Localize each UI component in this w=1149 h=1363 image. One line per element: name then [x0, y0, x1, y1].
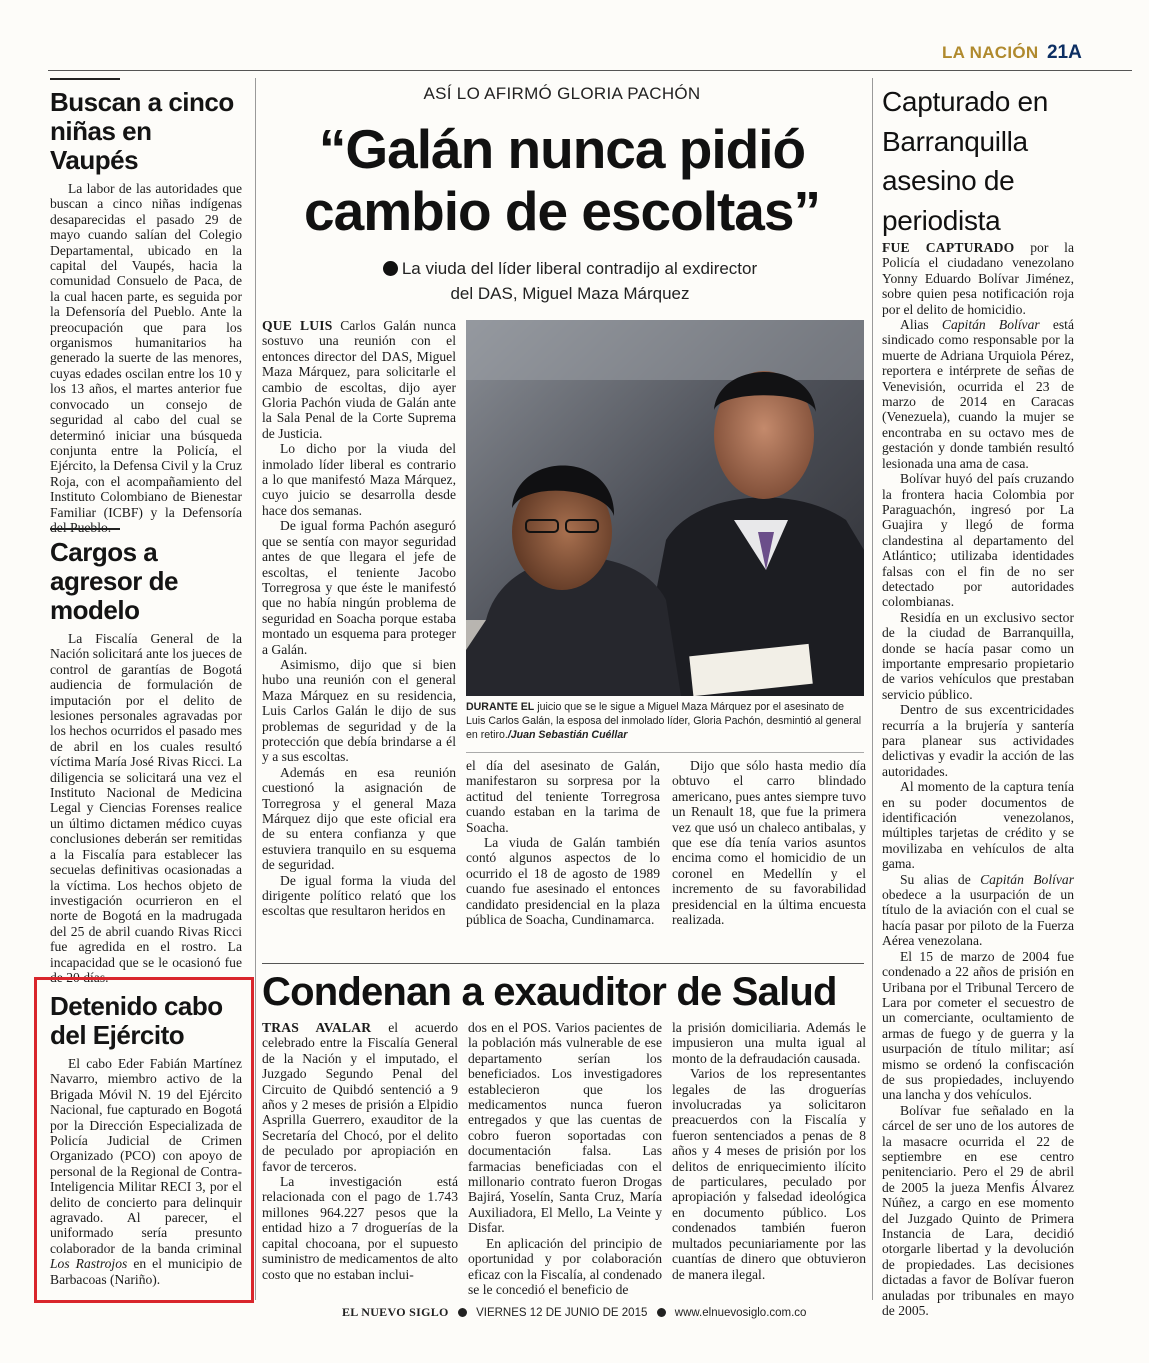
lead-in: FUE CAPTURADO [882, 240, 1015, 255]
lead-in: TRAS AVALAR [262, 1020, 372, 1035]
page-number: 21A [1046, 42, 1082, 63]
salud-paragraph: Varios de los representantes legales de las droguerías involucradas ya solicitaron preacuerdos con la Fiscalía y fueron sentenciados a penas de 8 años y 4 meses de prisión por los delitos de enriquecimiento ilícito de particulares, peculado por apropiación y falsedad ideológica en documento público. Los condenados también fueron multados pecuniariamente por las cuantías de dinero que obtuvieron de manera ilegal. [672, 1066, 866, 1282]
right-paragraph [882, 872, 1074, 949]
main-paragraph: La viuda de Galán también contó algunos aspectos de lo ocurrido el 18 de agosto de 1989 cuando fue asesinado el entonces candidato presidencial en la plaza pública de Soacha, Cundinamarca. [466, 835, 660, 928]
right-paragraph [882, 240, 1074, 317]
main-paragraph [262, 318, 456, 441]
brief-paragraph: La Fiscalía General de la Nación solicitará ante los jueces de control de garantías de Bogotá audiencia de formulación de imputación por el delito de lesiones personales agravadas por los hechos ocurridos el pasado mes de abril en los cuales resultó víctima María José Rivas Ricci. La diligencia se solicitará una vez el Instituto Nacional de Medicina Legal y Ciencias Forenses realice un último dictamen médico cuyas conclusiones deberán ser remitidas a la Fiscalía para establecer las secuelas definitivas ocasionadas a la víctima. Los hechos objeto de investigación ocurrieron en el norte de Bogotá en la madrugada del 25 de abril cuando Rivas Ricci fue agredida en el rostro. La incapacidad que se le ocasionó fue de 20 días. [50, 631, 242, 985]
brief-paragraph [50, 1056, 242, 1287]
section-rule [262, 963, 864, 964]
brief-text: El cabo Eder Fabián Martínez Navarro, miembro activo de la Brigada Móvil N. 19 del Ejército Nacional, fue capturado en Bogotá por la Dirección Especializada de Policía Judicial de Crimen Organizado (PCO) con apoyo de personal de la Regional de Contra-Inteligencia Militar RECI 3, por el delito de concierto para delinquir agravado. Al parecer, el uniformado sería presunto colaborador de la banda criminal [50, 1056, 242, 1256]
news-photo [466, 320, 864, 696]
lead-in: QUE LUIS [262, 318, 333, 333]
website-link[interactable]: www.elnuevosiglo.com.co [674, 1307, 807, 1319]
column-rule [872, 78, 873, 1300]
deck [370, 256, 770, 306]
salud-paragraph [262, 1020, 458, 1174]
header-rule [48, 70, 1132, 71]
main-paragraph: De igual forma Pachón aseguró que se sentía con mayor seguridad antes de que llegara el jefe de escoltas, el teniente Jacobo Torregrosa y que éste le manifestó que no había ningún problema de seguridad en Soacha porque estaba montado un esquema para proteger a Galán. [262, 518, 456, 657]
main-column-2 [466, 758, 660, 927]
salud-paragraph: dos en el POS. Varios pacientes de la población más vulnerable de ese departamento serían los beneficiados. Los investigadores establecieron que los medicamentos nunca fueron entregados y que las cuentas de cobro fueron soportadas con documentación falsa. Las farmacias beneficiadas con el millonario contrato fueron Drogas Bajirá, Yoselín, Santa Cruz, María Auxiliadora, El Mello, La Veinte y Disfar. [468, 1020, 662, 1236]
paragraph-text: está sindicado como responsable por la muerte de Adriana Urquiola Pérez, reportera e intérprete de señas de Venevisión, ocurrida el 23 de marzo de 2014 en Caracas (Venezuela), cuando la mujer se encontraba en su octavo mes de gestación y donde también resultó lesionada una ama de casa. [882, 317, 1074, 471]
caption-text: juicio que se le sigue a Miguel Maza Márquez por el asesinato de Luis Carlos Galán, la esposa del inmolado líder, Gloria Pachón, desmintió al general en retiro. [466, 701, 862, 741]
main-headline: “Galán nunca pidió cambio de escoltas” [304, 118, 820, 242]
right-paragraph: Bolívar fue señalado en la cárcel de ser uno de los autores de la masacre ocurrida el 22 de septiembre en ese centro penitenciario. Pero el 29 de abril de 2005 la jueza Menfis Álvarez Núñez, a cargo en ese momento del Juzgado Quinto de Primera Instancia de Lara, decidió otorgarle libertad y la devolución de propiedades. Las decisiones dictadas a favor de Bolívar fueron anuladas por tribunales en mayo de 2005. [882, 1102, 1074, 1319]
bullet-icon [657, 1308, 666, 1317]
main-paragraph: Dijo que sólo hasta medio día obtuvo el carro blindado americano, pues antes siempre tuvo un Renault 18, que fue la primera vez que usó un chaleco antibalas, y que ese día tenía varios asuntos encima como el homicidio de un coronel en Medellín y el incremento de su favorabilidad presidencial en la última encuesta realizada. [672, 758, 866, 928]
brief-agresor [50, 528, 242, 985]
salud-paragraph: En aplicación del principio de oportunidad y por colaboración eficaz con la Fiscalía, al condenado se le concedió el beneficio de [468, 1235, 662, 1297]
right-paragraph: Dentro de sus excentricidades recurría a la brujería y santería para planear sus actividades delictivas y evadir la acción de las autoridades. [882, 702, 1074, 779]
right-paragraph: Residía en un exclusivo sector de la ciudad de Barranquilla, donde se hacía pasar como un importante empresario propietario de varios vehículos que prestaban servicio público. [882, 609, 1074, 702]
main-paragraph: Asimismo, dijo que si bien hubo una reunión con el general Maza Márquez en su residencia, Luis Carlos Galán le dijo de sus problemas de seguridad y de la protección que debía brindarse a él y a sus escoltas. [262, 656, 456, 765]
brief-title: Buscan a cinco niñas en Vaupés [50, 87, 234, 175]
brief-paragraph: La labor de las autoridades que buscan a cinco niñas indígenas desaparecidas el pasado 29 de mayo cuando salían del Colegio Departamental, ubicado en la capital del Vaupés, hacia la comunidad Consuelo de Paca, de la cual hacen parte, es seguida por la Defensoría del Pueblo. Ante la preocupación que para los organismos humanitarios ha generado la suerte de las menores, cuyas edades oscilan entre los 10 y los 13 años, el martes anterior fue convocado un consejo de seguridad al cabo del cual se determinó iniciar una búsqueda conjunta entre la Policía, el Ejército, la Defensa Civil y la Cruz Roja, con el acompañamiento del Instituto Colombiano de Bienestar Familiar (ICBF) y la Defensoría del Pueblo. [50, 181, 242, 535]
photo-illustration [466, 320, 864, 696]
bullet-icon [458, 1308, 467, 1317]
newspaper-name: EL NUEVO SIGLO [342, 1305, 449, 1319]
photo-caption [466, 700, 864, 742]
brief-body [50, 1056, 242, 1287]
right-paragraph [882, 317, 1074, 471]
right-paragraph: Bolívar huyó del país cruzando la frontera hacia Colombia por Paraguachón, ingresó por La Guajira y llegó de forma clandestina al departamento del Atlántico; utilizaba identidades falsas con el fin de no ser detectado por autoridades colombianas. [882, 471, 1074, 610]
main-column-3 [672, 758, 866, 927]
brief-title: Detenido cabo del Ejército [50, 991, 223, 1050]
kicker: ASÍ LO AFIRMÓ GLORIA PACHÓN [423, 84, 701, 103]
brief-body [50, 631, 242, 985]
main-paragraph: el día del asesinato de Galán, manifestaron su sorpresa por la actitud del teniente Torregrosa cuando estaban en la tarima de Soacha. [466, 758, 660, 835]
photo-credit: /Juan Sebastián Cuéllar [507, 729, 628, 741]
caption-rule [466, 752, 864, 753]
salud-column-3 [672, 1020, 866, 1282]
salud-paragraph: La investigación está relacionada con el pago de 1.743 millones 964.227 pesos que la entidad hizo a 7 droguerías de la capital chocoana, por el supuesto suministro de medicamentos de alto costo que no estaban inclui- [262, 1174, 458, 1282]
salud-headline: Condenan a exauditor de Salud [262, 970, 837, 1014]
salud-paragraph: la prisión domiciliaria. Además le impusieron una multa igual al monto de la defraudación causada. [672, 1020, 866, 1066]
paragraph-text: Carlos Galán nunca sostuvo una reunión con el entonces director del DAS, Miguel Maza Márquez, para solicitarle el cambio de escoltas, dijo ayer Gloria Pachón viuda de Galán ante la Sala Penal de la Corte Suprema de Justicia. [262, 318, 456, 441]
brief-cabo [50, 992, 242, 1287]
alias-name: Capitán Bolívar [980, 871, 1075, 887]
main-column-1 [262, 318, 456, 919]
issue-date: VIERNES 12 DE JUNIO DE 2015 [476, 1307, 648, 1319]
alias-name: Capitán Bolívar [941, 317, 1040, 333]
salud-column-2 [468, 1020, 662, 1297]
brief-rule [50, 78, 120, 80]
paragraph-text: obedece a la usurpación de un título de la aviación con el cual se hacía pasar por piloto de la Fuerza Aérea venezolana. [882, 887, 1074, 949]
section-name: LA NACIÓN [942, 43, 1039, 62]
main-paragraph: De igual forma la viuda del dirigente político relató que los escoltas que resultaron heridos en [262, 872, 456, 919]
paragraph-text: por la Policía el ciudadano venezolano Yonny Eduardo Bolívar Jiménez, sobre quien pesa notificación roja por el delito de homicidio. [882, 240, 1074, 317]
column-rule [255, 78, 256, 1300]
caption-lead: DURANTE EL [466, 701, 535, 713]
brief-title: Cargos a agresor de modelo [50, 537, 178, 625]
salud-column-1 [262, 1020, 458, 1282]
right-headline: Capturado en Barranquilla asesino de periodista [882, 86, 1049, 236]
main-paragraph: Además en esa reunión cuestionó la asignación de Torregrosa y el general Maza Márquez dijo que este oficial era de su entera confianza y que estuviera tranquilo en su esquema de seguridad. [262, 764, 456, 873]
brief-body [50, 181, 242, 535]
page-header [942, 42, 1132, 68]
right-paragraph: Al momento de la captura tenía en su poder documentos de identificación venezolanos, múltiples tarjetas de crédito y se movilizaba en vehículos de alta gama. [882, 779, 1074, 872]
deck-text: La viuda del líder liberal contradijo al exdirector del DAS, Miguel Maza Márquez [401, 259, 758, 303]
brief-vaupes [50, 78, 242, 535]
brief-text: en el municipio de Barbacoas (Nariño). [50, 1256, 242, 1287]
paragraph-text: el acuerdo celebrado entre la Fiscalía General de la Nación y el imputado, el Juzgado Segundo Penal del Circuito de Quibdó sentenció a 9 años y 2 meses de prisión a Elpidio Asprilla Guerrero, exauditor de la Secretaría del Chocó, por el delito de peculado por apropiación en favor de terceros. [262, 1020, 458, 1174]
paragraph-text: Alias [900, 317, 942, 333]
paragraph-text: Su alias de [900, 871, 981, 887]
bullet-icon [383, 261, 398, 276]
main-paragraph: Lo dicho por la viuda del inmolado líder liberal es contrario a lo que manifestó Maza Márquez, cuyo juicio se desarrolla desde hace dos semanas. [262, 441, 456, 518]
right-paragraph: El 15 de marzo de 2004 fue condenado a 22 años de prisión en Uribana por el Tribunal Tercero de Lara por cometer el secuestro de un comerciante, ocultamiento de armas de fuego y de guerra y la usurpación de título militar; así mismo se ordenó la confiscación de sus propiedades, incluyendo una lancha y dos vehículos. [882, 948, 1074, 1103]
brief-rule [50, 528, 120, 530]
right-column-body [882, 240, 1074, 1318]
gang-name: Los Rastrojos [50, 1256, 128, 1272]
page-footer [342, 1305, 902, 1320]
